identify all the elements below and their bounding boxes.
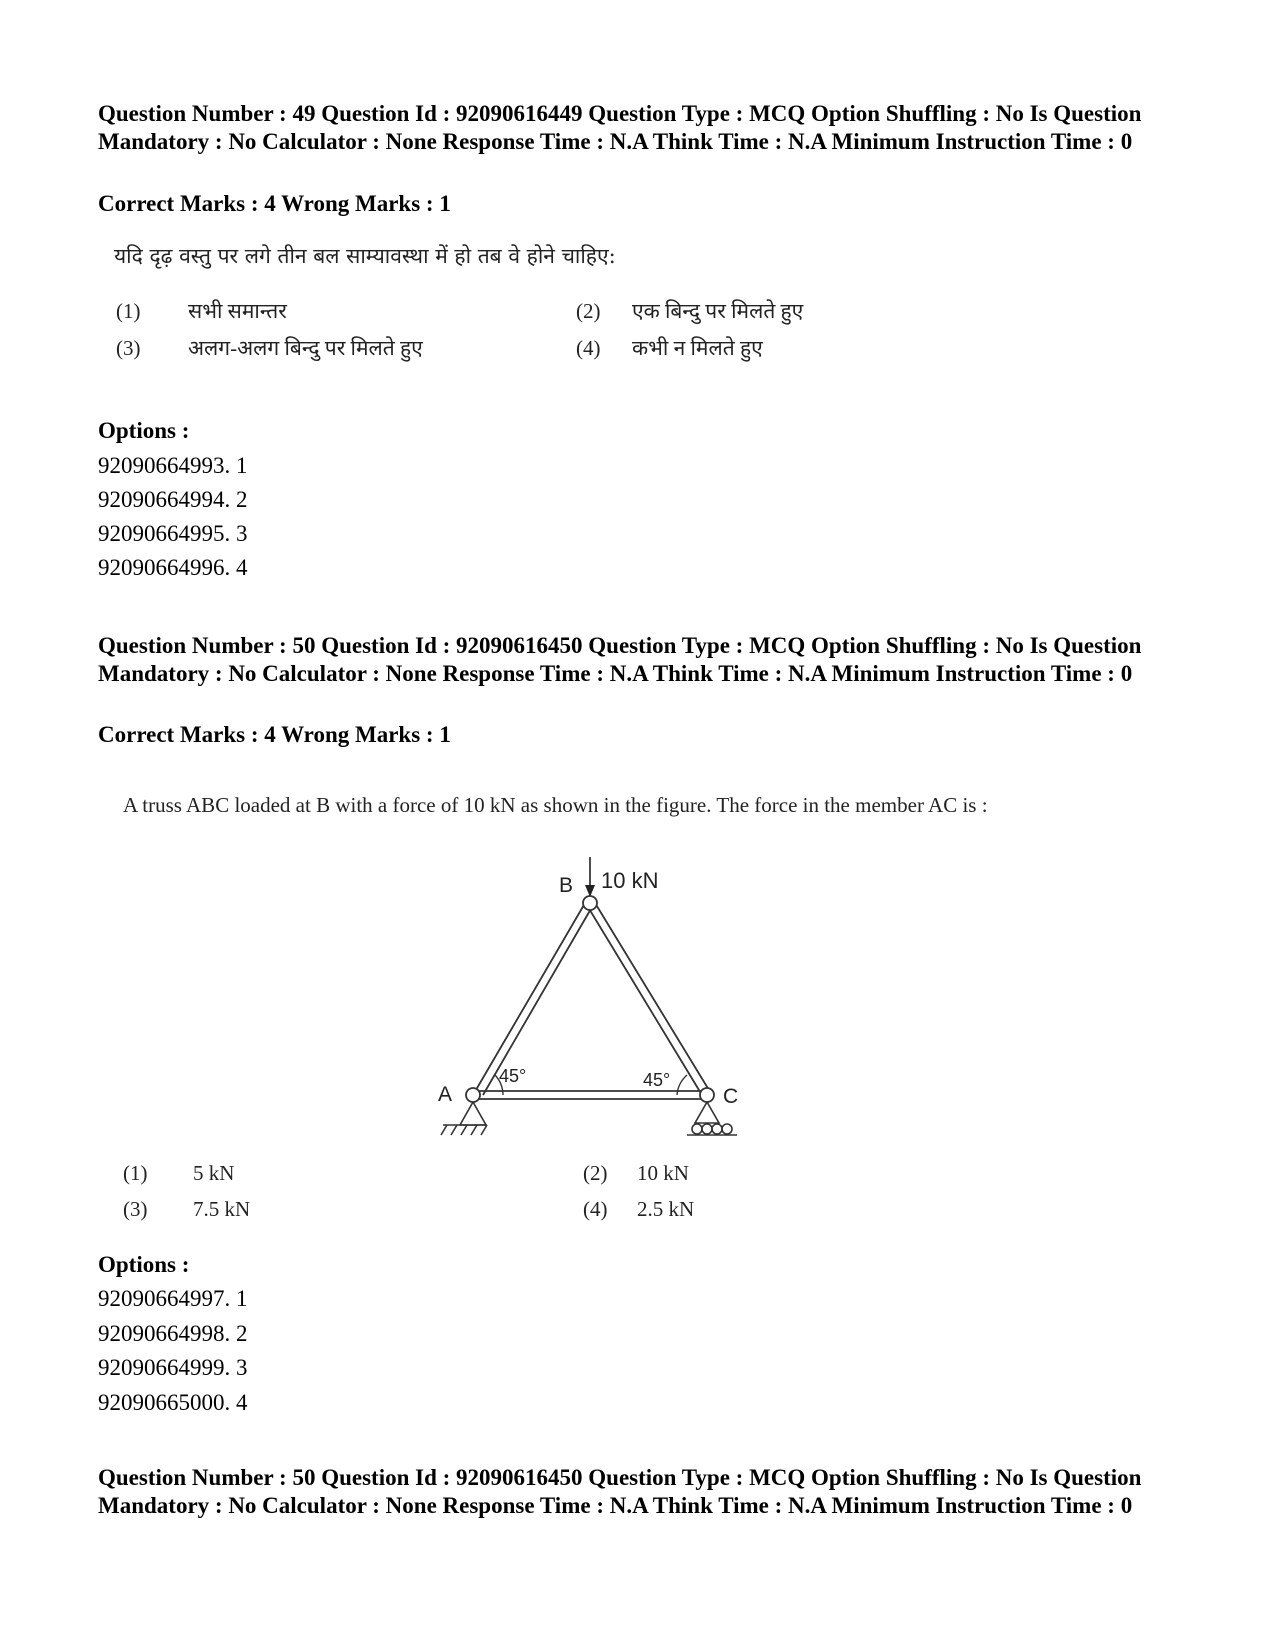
joint-b <box>583 896 597 910</box>
member-bc-inner <box>588 907 702 1095</box>
question-50-marks: Correct Marks : 4 Wrong Marks : 1 <box>98 722 451 747</box>
choice-text: कभी न मिलते हुए <box>632 336 763 360</box>
q49-option-4: 92090664996. 4 <box>98 555 248 580</box>
angle-label-a: 45° <box>499 1066 527 1086</box>
q49-choice-2 <box>576 297 803 325</box>
member-ab-outer <box>473 898 588 1095</box>
q49-option-1: 92090664993. 1 <box>98 453 248 478</box>
choice-number: (1) <box>123 1161 148 1185</box>
choice-number: (4) <box>583 1197 608 1221</box>
choice-text: एक बिन्दु पर मिलते हुए <box>632 299 804 323</box>
q50-choice-4 <box>583 1197 694 1222</box>
truss-figure <box>425 855 755 1145</box>
angle-label-c: 45° <box>643 1070 671 1090</box>
choice-text: 10 kN <box>637 1161 689 1185</box>
choice-number: (4) <box>576 336 601 360</box>
q50-option-2: 92090664998. 2 <box>98 1321 248 1346</box>
question-50-meta: Question Number : 50 Question Id : 92090616450 Question Type : MCQ Option Shuffling : No Is Question Mandatory : No Calculator : None Response Time : N.A Think Time : N.A Minimum Instruction Time : 0 <box>98 633 1142 686</box>
choice-text: 2.5 kN <box>637 1197 695 1221</box>
node-label-b: B <box>559 874 574 897</box>
q49-option-2: 92090664994. 2 <box>98 487 248 512</box>
q50-choice-3 <box>123 1197 250 1222</box>
q50-choice-2 <box>583 1161 689 1186</box>
angle-arc-c <box>677 1075 687 1095</box>
choice-number: (3) <box>116 336 141 360</box>
question-49-meta: Question Number : 49 Question Id : 92090616449 Question Type : MCQ Option Shuffling : No Is Question Mandatory : No Calculator : None Response Time : N.A Think Time : N.A Minimum Instruction Time : 0 <box>98 101 1142 154</box>
q49-option-3: 92090664995. 3 <box>98 521 248 546</box>
q49-choice-1 <box>116 297 287 325</box>
q49-choice-3 <box>116 334 423 362</box>
q49-options-title: Options : <box>98 418 190 443</box>
question-49-marks: Correct Marks : 4 Wrong Marks : 1 <box>98 191 451 216</box>
choice-text: 7.5 kN <box>193 1197 251 1221</box>
node-label-c: C <box>723 1085 739 1108</box>
member-bc-outer <box>592 898 712 1095</box>
node-label-a: A <box>438 1083 453 1106</box>
choice-number: (3) <box>123 1197 148 1221</box>
choice-text: अलग-अलग बिन्दु पर मिलते हुए <box>188 336 423 360</box>
joint-a <box>466 1088 480 1102</box>
question-50-stem: A truss ABC loaded at B with a force of 10 kN as shown in the figure. The force in the member AC is : <box>123 793 988 817</box>
load-label: 10 kN <box>601 868 659 893</box>
q49-choice-4 <box>576 334 763 362</box>
choice-number: (2) <box>583 1161 608 1185</box>
choice-number: (1) <box>116 299 141 323</box>
pin-support-a <box>441 1102 487 1135</box>
question-50-repeat-meta: Question Number : 50 Question Id : 92090616450 Question Type : MCQ Option Shuffling : No Is Question Mandatory : No Calculator : None Response Time : N.A Think Time : N.A Minimum Instruction Time : 0 <box>98 1465 1142 1518</box>
choice-text: सभी समान्तर <box>188 299 287 323</box>
question-49-stem: यदि दृढ़ वस्तु पर लगे तीन बल साम्यावस्था में हो तब वे होने चाहिए: <box>114 244 616 268</box>
choice-text: 5 kN <box>193 1161 235 1185</box>
choice-number: (2) <box>576 299 601 323</box>
q50-option-4: 92090665000. 4 <box>98 1390 248 1415</box>
q50-option-1: 92090664997. 1 <box>98 1286 248 1311</box>
q50-options-title: Options : <box>98 1252 190 1277</box>
q50-option-3: 92090664999. 3 <box>98 1355 248 1380</box>
q50-choice-1 <box>123 1161 234 1186</box>
joint-c <box>700 1088 714 1102</box>
